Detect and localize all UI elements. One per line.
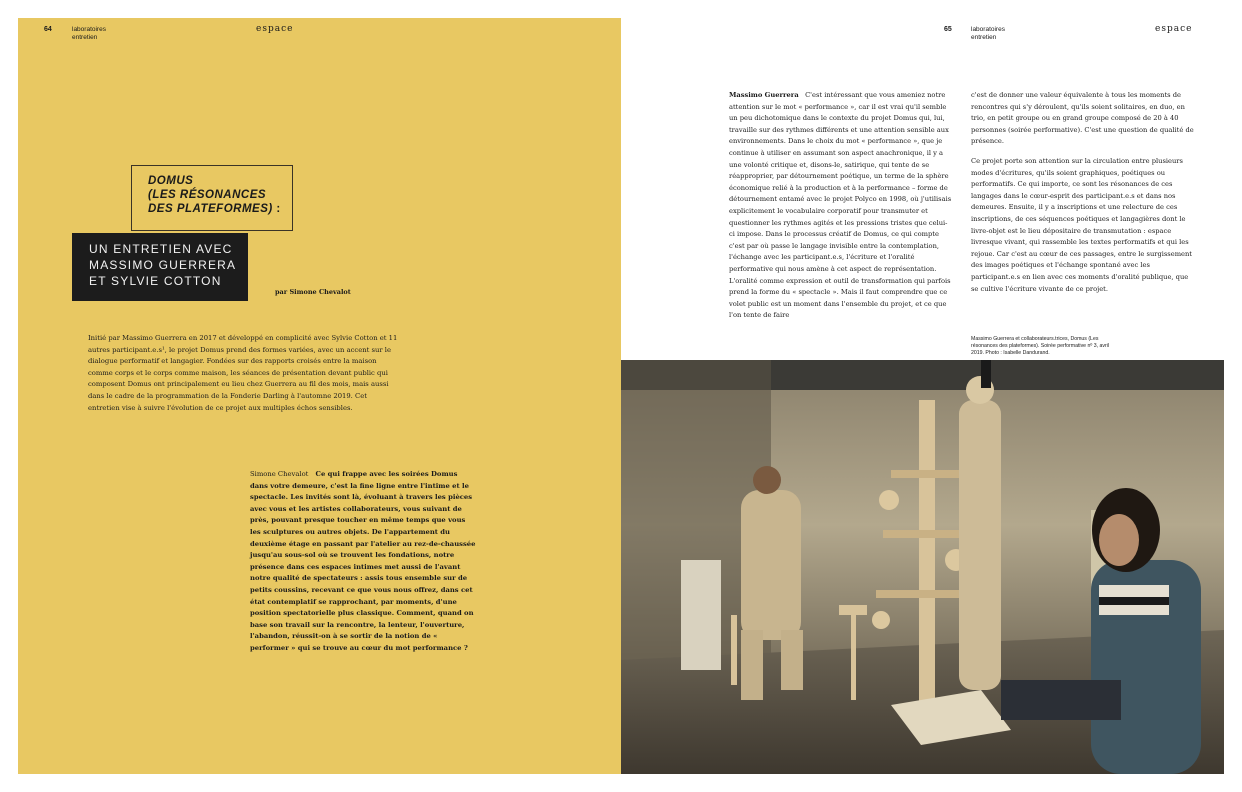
title-line-text: DES PLATEFORMES) [148,203,273,215]
intro-paragraph: Initié par Massimo Guerrera en 2017 et développé en complicité avec Sylvie Cotton et 11 autres participant.e.s¹, le projet Domus prend des formes variées, avec un accent sur le dialogue performatif et langagier. Fondées sur des rapports croisés entre la maison comme corps et le corps comme maison, les séances de présentation devant public qui composent Domus ont principalement eu lieu chez Guerrera au fil des mois, mais aussi dans le cadre de la programmation de la Fonderie Darling à l'automne 2019. Cet entretien vise à suivre l'évolution de ce projet aux multiples échos sensibles. [88,334,398,412]
right-page [621,18,1224,774]
running-head-right: espace [1155,24,1193,34]
title-line: (LES RÉSONANCES [148,189,267,201]
answer-speaker: Massimo Guerrera [729,91,799,99]
photo-caption: Massimo Guerrera et collaborateurs.trices, Domus (Les résonances des plateformes). Soirée performative nº 3, avril 2019. Photo : Isabelle Dandurand. [971,336,1109,356]
article-title [131,165,293,231]
title-colon: : [272,203,281,215]
section-name: laboratoires [971,26,1005,33]
performance-photo [621,360,1224,774]
answer-text-1: C'est intéressant que vous ameniez notre attention sur le mot « performance », car il est vrai qu'il semble un peu dichotomique dans le contexte du projet Domus qui, lui, travaille sur des rythmes différents et une attention sensible aux environnements. Dans le choix du mot « performance », que je continue à utiliser en assumant son aspect anachronique, il y a une volonté critique et, disons-le, satirique, qui tente de se réapproprier, par détournement poétique, un terme de la sphère économique relié à la production et à la performance – forme de détournement entamé avec le projet Polyco en 1998, où j'utilisais explicitement le vocabulaire corporatif pour transmuter et questionner les rythmes agités et les pressions tristes que celui-ci impose. Dans le processus créatif de Domus, ce qui compte c'est par où passe le langage invisible entre la contemplation, l'échange avec les participant.e.s, l'écriture et l'oralité performative qui nous amène à cet aspect de représentation. L'oralité comme expression et outil de transformation qui parfois prend la forme du « spectacle ». Mais il faut comprendre que ce volet public est un moment dans l'ensemble du projet, et ce que l'on tente de faire [729,91,952,320]
page-number-right: 65 [944,26,952,33]
performance-photo-illustration [621,360,1224,774]
subtitle-line: MASSIMO GUERRERA [89,258,237,272]
interview-question [250,469,476,655]
answer-paragraph: c'est de donner une valeur équivalente à tous les moments de rencontres qui s'y déroulent, qu'ils soient solitaires, en duo, en trio, en petit groupe ou en grand groupe composé de 20 à 40 personnes (soirée performative). C'est une question de qualité de présence. [971,91,1194,146]
title-line: DOMUS [148,175,194,187]
article-subtitle [72,233,248,301]
running-head-left: espace [256,24,294,34]
left-page [18,18,621,774]
page-number-left: 64 [44,26,52,33]
section-label-left [72,26,106,42]
subtitle-line: UN ENTRETIEN AVEC [89,242,233,256]
subtitle-line: ET SYLVIE COTTON [89,274,222,288]
answer-paragraph: Ce projet porte son attention sur la circulation entre plusieurs modes d'écritures, qu'ils soient graphiques, poétiques ou performatifs. Ce qui importe, ce sont les résonances de ces langages dans le cœur-esprit des participant.e.s et dans nos demeures. Ensuite, il y a inscriptions et une relecture de ces inscriptions, de ces séquences poétiques et langagières dont le livre-objet est le lieu dépositaire de transmutation : espace livresque vivant, qui rassemble les textes performatifs et qui les rejoue. Car c'est au cœur de ces passages, entre le surgissement des images poétiques et l'échange spontané avec les participant.e.s en lien avec ces moments d'oralité publique, que se cultive l'écriture vivante de ce projet. [971,156,1192,293]
subsection-name: entretien [971,34,997,41]
question-text: Ce qui frappe avec les soirées Domus dans votre demeure, c'est la fine ligne entre l'intime et le spectacle. Les invités sont là, évoluant à travers les pièces avec vous et les artistes collaborateurs, vous suivant de près, pouvant presque toucher en même temps que vous les sculptures ou autres objets. De l'appartement du deuxième étage en passant par l'atelier au rez-de-chaussée jusqu'au sous-sol où se trouvent les fondations, notre présence dans ces espaces intimes met aussi de l'avant notre qualité de spectateurs : assis tous ensemble sur de petits coussins, recevant ce que vous nous offrez, dans cet état contemplatif se rapprochant, par moments, d'une position spectatorielle plus classique. Comment, quand on base son travail sur la rencontre, la lenteur, l'ouverture, l'abandon, réussit-on à se sortir de la notion de « performer » qui se trouve au cœur du mot performance ? [250,470,476,652]
answer-column-2 [971,90,1195,303]
section-name: laboratoires [72,26,106,33]
question-speaker: Simone Chevalot [250,470,309,478]
section-label-right [971,26,1005,42]
subsection-name: entretien [72,34,98,41]
byline: par Simone Chevalot [275,288,351,296]
title-line [148,202,292,216]
answer-column-1 [729,90,953,322]
